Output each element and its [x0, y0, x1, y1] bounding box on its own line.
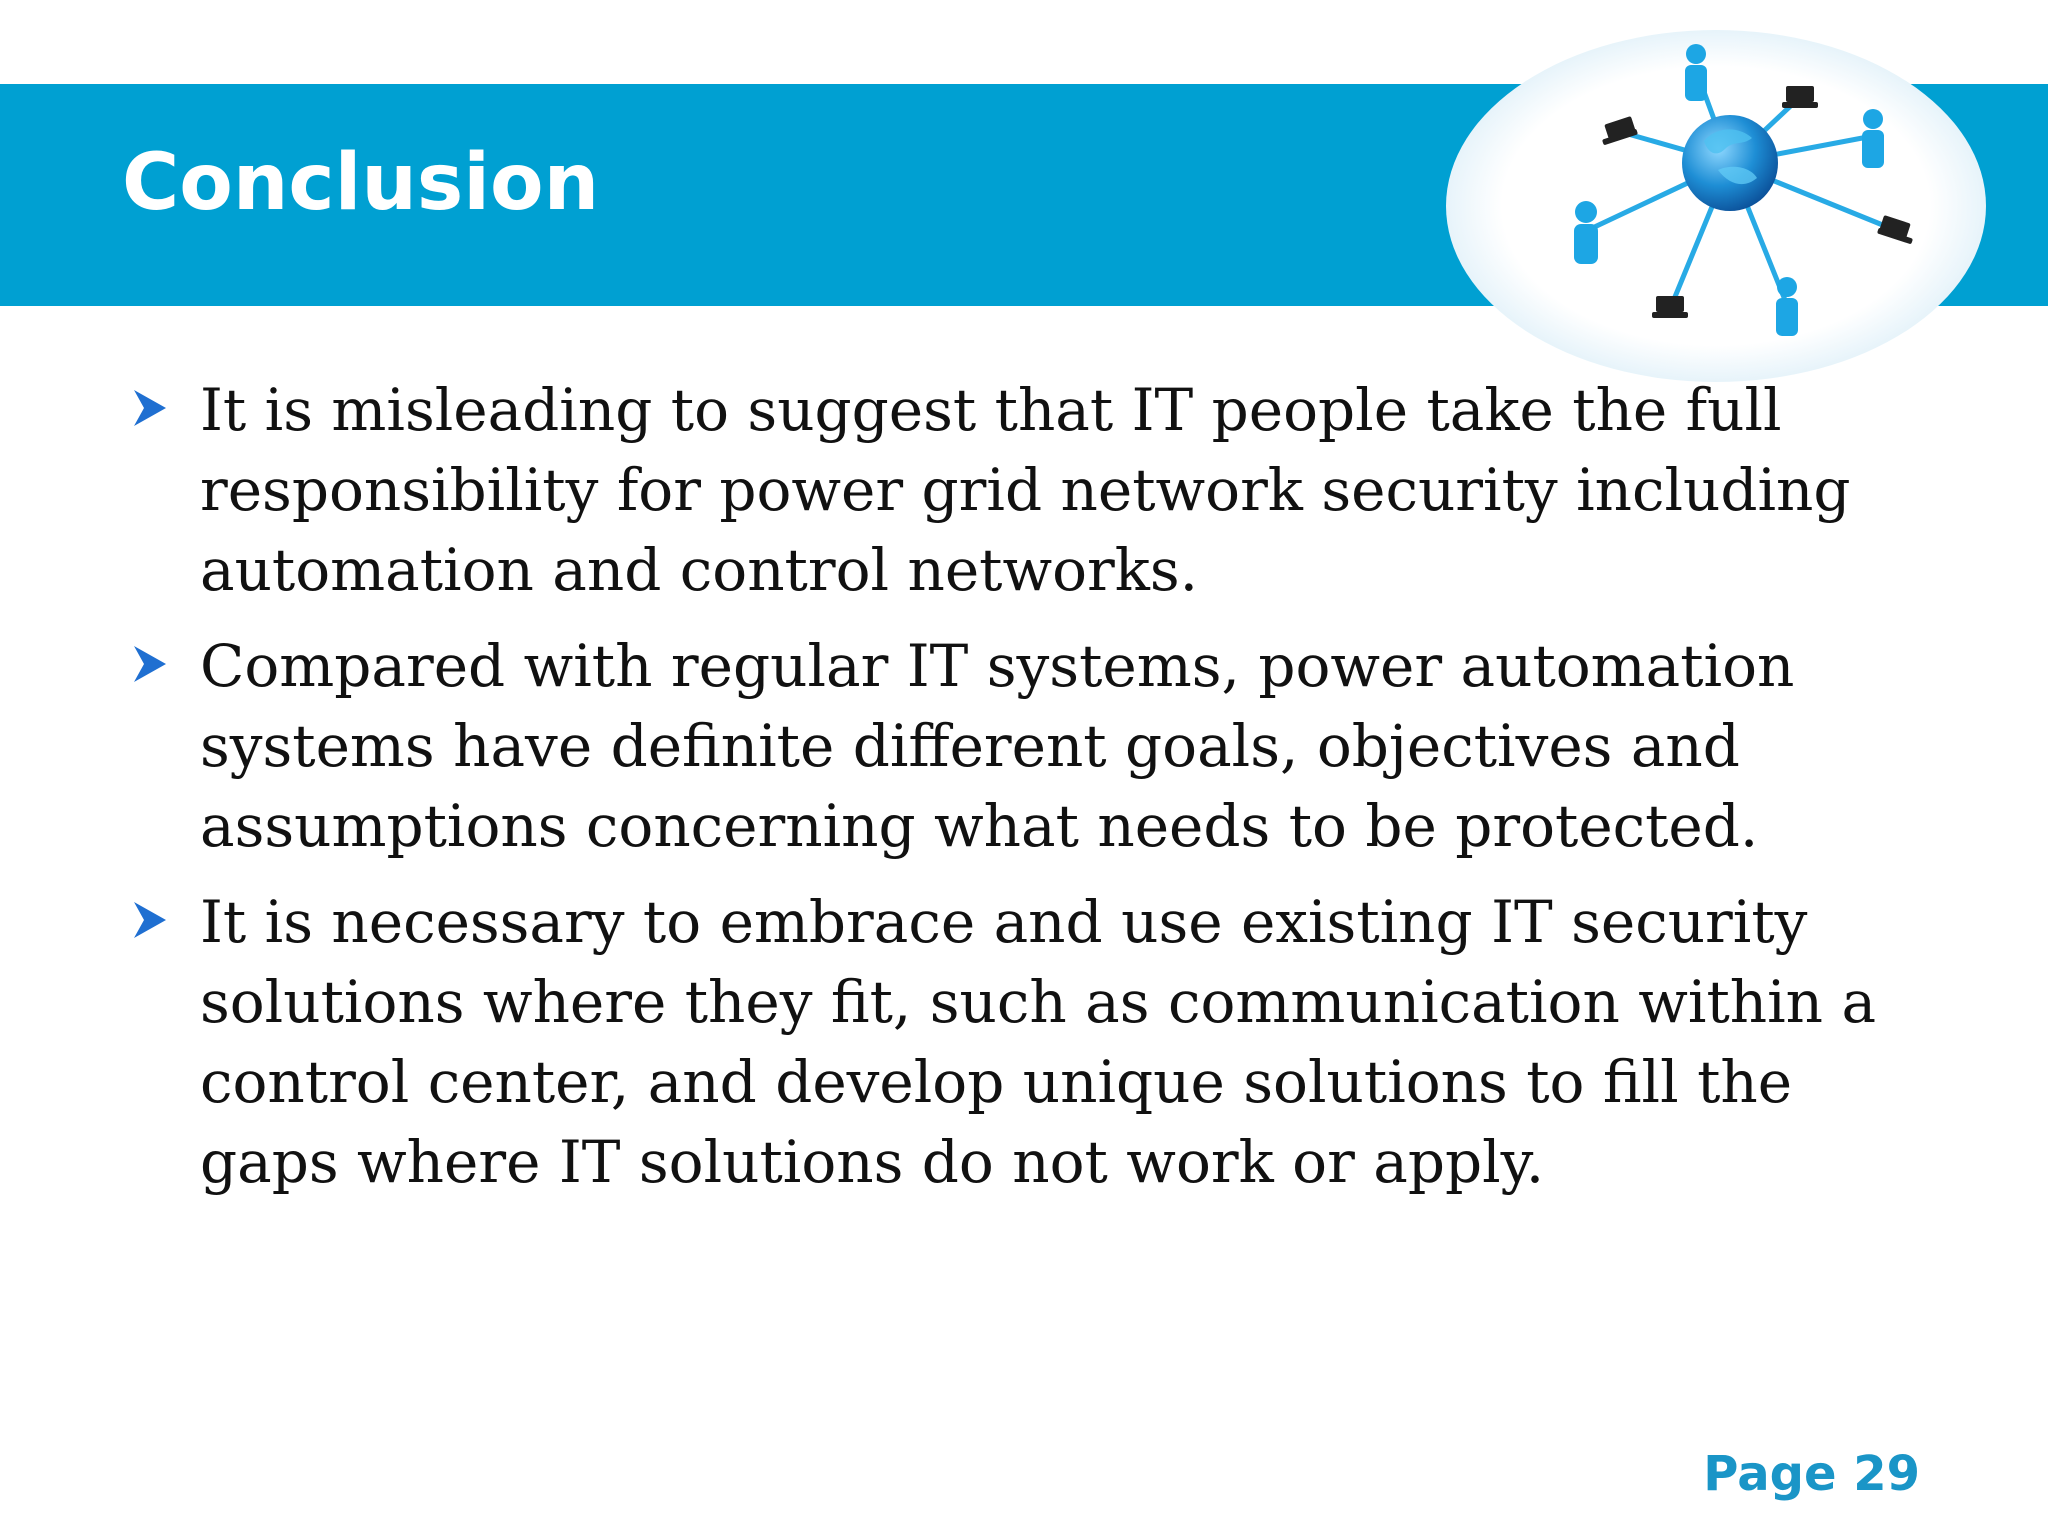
bullet-text: It is necessary to embrace and use existing IT security solutions where they fit, such as communication within a control center, and develop unique solutions to fill the gaps where IT solutions do not work or apply. — [200, 888, 1877, 1196]
bullet-list — [124, 370, 1944, 1218]
bullet-text: Compared with regular IT systems, power automation systems have definite different goals, objectives and assumptions concerning what needs to be protected. — [200, 632, 1795, 860]
page-number: Page 29 — [1703, 1446, 1920, 1502]
bullet-text: It is misleading to suggest that IT people take the full responsibility for power grid network security including automation and control networks. — [200, 376, 1851, 604]
network-globe-icon — [1430, 28, 1990, 388]
arrowhead-bullet-icon — [128, 642, 172, 686]
slide-title: Conclusion — [122, 138, 600, 228]
list-item — [124, 626, 1944, 866]
list-item — [124, 370, 1944, 610]
list-item — [124, 882, 1944, 1202]
arrowhead-bullet-icon — [128, 898, 172, 942]
arrowhead-bullet-icon — [128, 386, 172, 430]
